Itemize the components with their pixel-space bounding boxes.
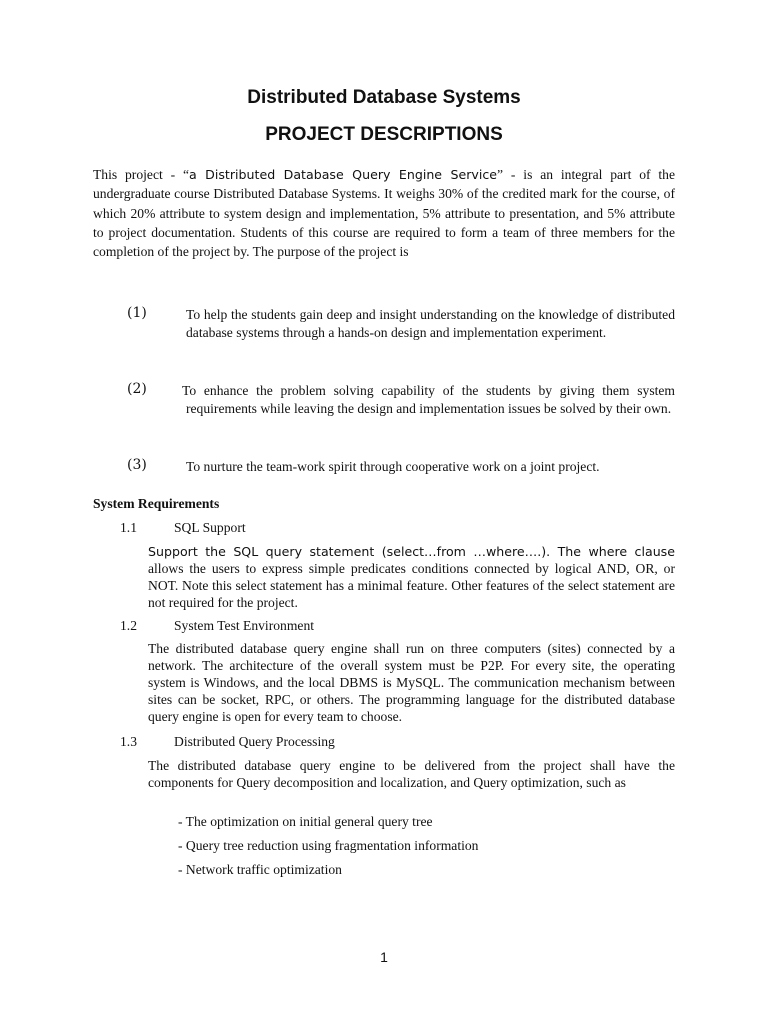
intro-paragraph bbox=[93, 165, 675, 261]
document-title: Distributed Database Systems bbox=[247, 87, 521, 108]
objective-number: (3) bbox=[127, 457, 147, 473]
subsection-title: Distributed Query Processing bbox=[174, 734, 335, 749]
subsection-number: 1.2 bbox=[120, 618, 137, 633]
objective-text: To nurture the team-work spirit through cooperative work on a joint project. bbox=[186, 459, 600, 474]
subsection-body-rest: allows the users to express simple predicates conditions connected by logical AND, OR, or NOT. Note this select statement has a minimal feature. Other features of the select statement are not required for the project. bbox=[148, 561, 675, 610]
section-heading: System Requirements bbox=[93, 496, 220, 511]
subsection-title: SQL Support bbox=[174, 520, 246, 535]
project-name: a Distributed Database Query Engine Service bbox=[189, 167, 498, 182]
objective-text: To enhance the problem solving capability of the students by giving them system requirements while leaving the design and implementation issues be solved by their own. bbox=[182, 383, 675, 417]
document-subtitle: PROJECT DESCRIPTIONS bbox=[265, 124, 503, 145]
objective-number: (1) bbox=[127, 305, 147, 321]
subsection-body bbox=[148, 543, 675, 611]
objective-number: (2) bbox=[127, 381, 147, 397]
sql-statement-text: Support the SQL query statement (select…from …where….). The where clause bbox=[148, 544, 675, 559]
list-item: - Network traffic optimization bbox=[178, 862, 342, 877]
subsection-number: 1.3 bbox=[120, 734, 137, 749]
list-item: - The optimization on initial general query tree bbox=[178, 814, 433, 829]
list-item: - Query tree reduction using fragmentation information bbox=[178, 838, 479, 853]
subsection-body: The distributed database query engine shall run on three computers (sites) connected by a network. The architecture of the overall system must be P2P. For every site, the operating system is Windows, and the local DBMS is MySQL. The communication mechanism between sites can be socket, RPC, or others. The programming language for the distributed database query engine is open for every team to choose. bbox=[148, 641, 675, 724]
intro-text-before: This project - “ bbox=[93, 167, 189, 182]
page-number: 1 bbox=[380, 949, 388, 965]
subsection-body: The distributed database query engine to be delivered from the project shall have the components for Query decomposition and localization, and Query optimization, such as bbox=[148, 758, 675, 790]
subsection-title: System Test Environment bbox=[174, 618, 315, 633]
subsection-number: 1.1 bbox=[120, 520, 137, 535]
objective-text: To help the students gain deep and insight understanding on the knowledge of distributed database systems through a hands-on design and implementation experiment. bbox=[186, 307, 675, 341]
intro-text-after: ” - is an integral part of the undergraduate course Distributed Database Systems. It weighs 30% of the credited mark for the course, of which 20% attribute to system design and implementation, 5% attribute to presentation, and 5% attribute to project documentation. Students of this course are required to form a team of three members for the completion of the project by. The purpose of the project is bbox=[93, 167, 675, 260]
